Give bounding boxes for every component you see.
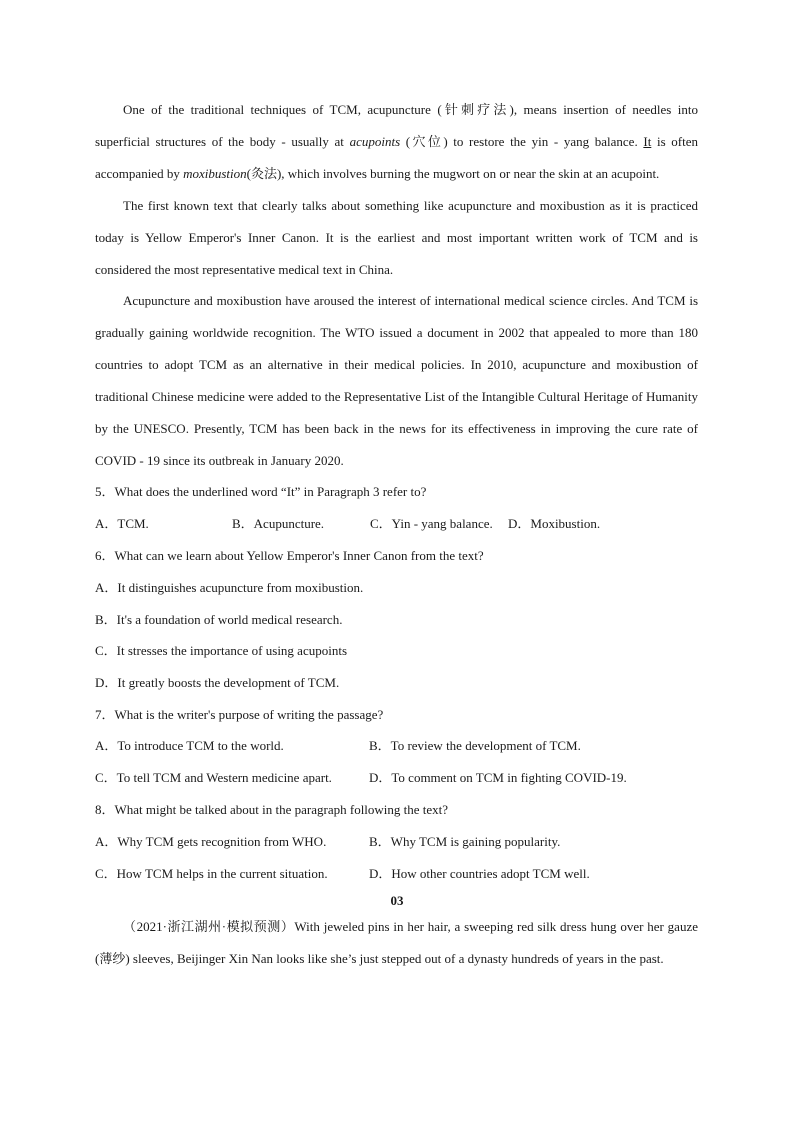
q6-option-a: A．It distinguishes acupuncture from moxibustion. bbox=[95, 580, 364, 595]
question-8-options-row2 bbox=[95, 864, 698, 884]
q7-option-d: D．To comment on TCM in fighting COVID-19. bbox=[369, 770, 627, 785]
p1-text-part3: is often accompanied by bbox=[95, 134, 698, 181]
question-7-options-row2 bbox=[95, 768, 698, 788]
q8-option-b: B．Why TCM is gaining popularity. bbox=[369, 834, 561, 849]
question-8-stem: 8．What might be talked about in the paragraph following the text? bbox=[95, 802, 449, 817]
p1-text-part2: (穴位) to restore the yin - yang balance. bbox=[400, 134, 644, 149]
question-5-options bbox=[95, 514, 698, 534]
underlined-word-it: It bbox=[643, 134, 652, 149]
q8-option-d: D．How other countries adopt TCM well. bbox=[369, 866, 590, 881]
q8-option-a: A．Why TCM gets recognition from WHO. bbox=[95, 834, 327, 849]
question-7-options-row1 bbox=[95, 736, 698, 756]
q8-option-c: C．How TCM helps in the current situation. bbox=[95, 866, 328, 881]
q7-option-b: B．To review the development of TCM. bbox=[369, 738, 581, 753]
question-6-stem: 6．What can we learn about Yellow Emperor's Inner Canon from the text? bbox=[95, 548, 484, 563]
q7-option-c: C．To tell TCM and Western medicine apart. bbox=[95, 770, 332, 785]
p1-text-part1: One of the traditional techniques of TCM, acupuncture (针刺疗法), means insertion of needles into superficial structures of the body - usually at bbox=[95, 102, 698, 149]
q6-option-d: D．It greatly boosts the development of TCM. bbox=[95, 675, 340, 690]
paragraph-2: The first known text that clearly talks about something like acupuncture and moxibustion as it is practiced today is Yellow Emperor's Inner Canon. It is the earliest and most important written work of TCM and is considered the most representative medical text in China. bbox=[95, 198, 698, 277]
section-03-intro-paragraph: （2021·浙江湖州·模拟预测）With jeweled pins in her hair, a sweeping red silk dress hung over her gauze (薄纱) sleeves, Beijinger Xin Nan looks like she’s just stepped out of a dynasty hundreds of years in the past. bbox=[95, 919, 698, 966]
q5-option-c: C．Yin - yang balance. bbox=[370, 516, 493, 531]
q5-option-b: B．Acupuncture. bbox=[232, 516, 325, 531]
p1-moxibustion-term: moxibustion bbox=[183, 166, 247, 181]
q7-option-a: A．To introduce TCM to the world. bbox=[95, 738, 284, 753]
paragraph-3: Acupuncture and moxibustion have aroused the interest of international medical science circles. And TCM is gradually gaining worldwide recognition. The WTO issued a document in 2002 that appealed to more than 180 countries to adopt TCM as an alternative in their medical policies. In 2010, acupuncture and moxibustion of traditional Chinese medicine were added to the Representative List of the Intangible Cultural Heritage of Humanity by the UNESCO. Presently, TCM has been back in the news for its effectiveness in improving the cure rate of COVID - 19 since its outbreak in January 2020. bbox=[95, 293, 698, 468]
q5-option-a: A．TCM. bbox=[95, 516, 149, 531]
question-5-stem: 5．What does the underlined word “It” in Paragraph 3 refer to? bbox=[95, 484, 427, 499]
question-7-stem: 7．What is the writer's purpose of writing the passage? bbox=[95, 707, 384, 722]
q6-option-c: C．It stresses the importance of using acupoints bbox=[95, 643, 348, 658]
q6-option-b: B．It's a foundation of world medical research. bbox=[95, 612, 343, 627]
q5-option-d: D．Moxibustion. bbox=[508, 516, 601, 531]
question-8-options-row1 bbox=[95, 832, 698, 852]
section-number: 03 bbox=[390, 893, 404, 908]
p1-acupoints-term: acupoints bbox=[349, 134, 401, 149]
paragraph-1 bbox=[95, 94, 698, 190]
p1-text-part4: (灸法), which involves burning the mugwort on or near the skin at an acupoint. bbox=[246, 166, 660, 181]
